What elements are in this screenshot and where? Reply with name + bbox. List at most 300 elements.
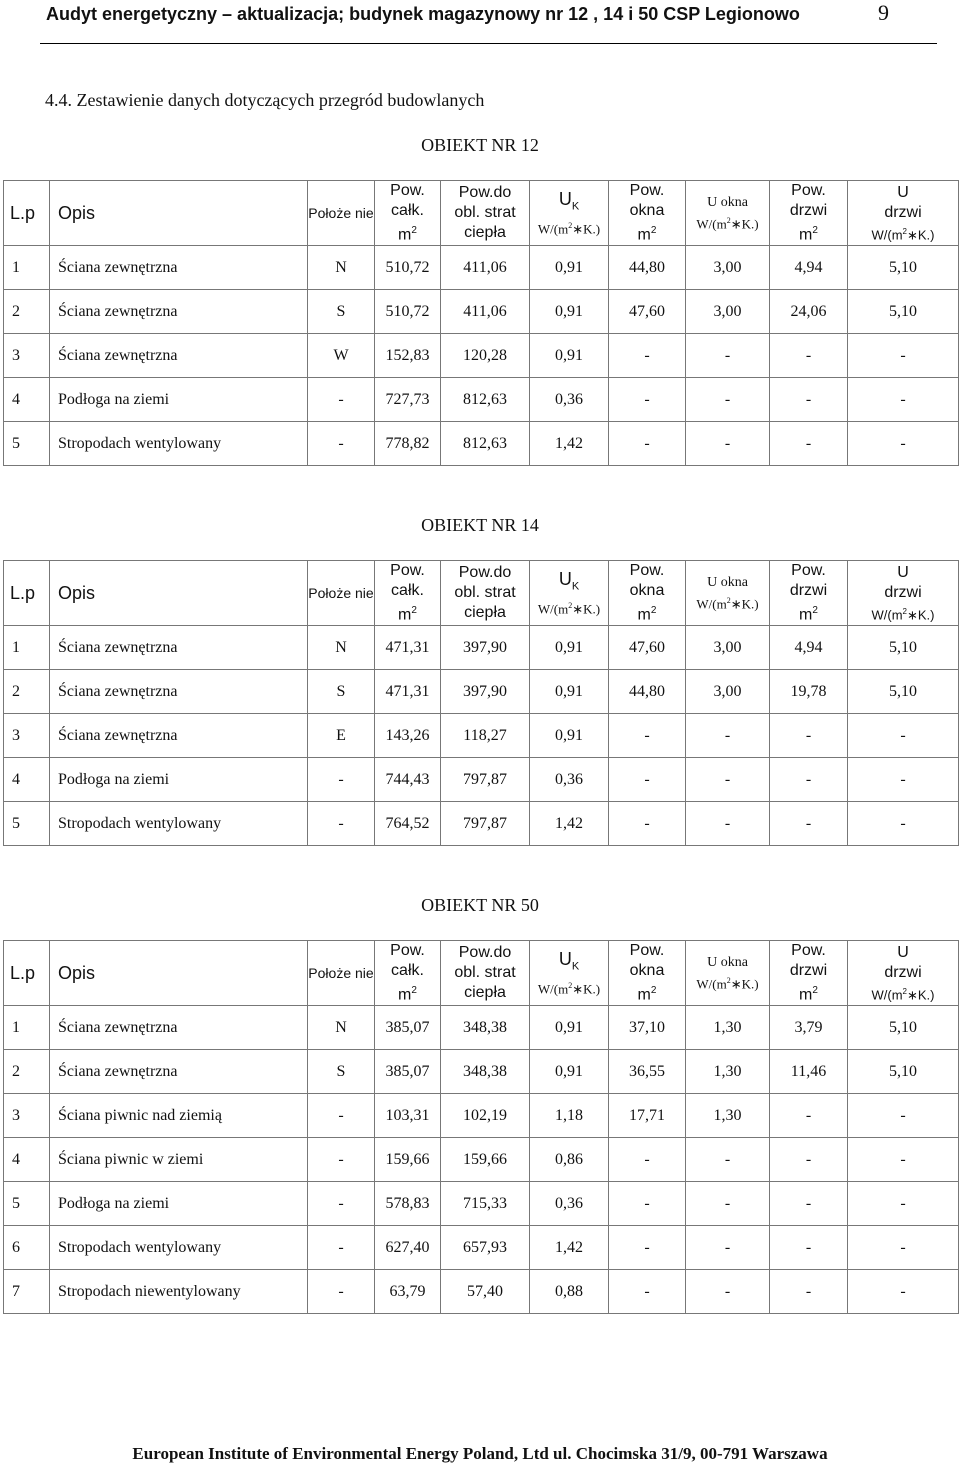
cell-uk: 0,36 <box>530 758 609 802</box>
cell-opis: Stropodach wentylowany <box>50 422 308 466</box>
pow-drzwi-m2-label: m <box>799 226 813 244</box>
table-header-row <box>4 181 959 246</box>
cell-lp: 4 <box>4 378 50 422</box>
col-header-pow-okna <box>609 181 686 246</box>
cell-pow-okna: - <box>609 334 686 378</box>
cell-u-okna: - <box>686 422 770 466</box>
pow-okna-m2-label: m <box>637 986 651 1004</box>
cell-polozenie: - <box>308 1270 375 1314</box>
u-okna-unit-part-a: W/(m <box>696 595 727 611</box>
uk-unit-exponent: 2 <box>568 221 573 231</box>
cell-pow-obl: 411,06 <box>441 290 530 334</box>
col-header-opis: Opis <box>50 561 308 626</box>
table-row <box>4 378 959 422</box>
pow-okna-line-2: okna <box>629 962 665 979</box>
cell-pow-drzwi: - <box>770 378 848 422</box>
u-drzwi-unit <box>848 603 958 624</box>
col-header-pow-do-obl <box>441 561 530 626</box>
u-drzwi-line-2: drzwi <box>884 963 922 981</box>
cell-pow-obl: 657,93 <box>441 1226 530 1270</box>
pow-drzwi-m2-exponent: 2 <box>812 225 818 236</box>
cell-pow-drzwi: 4,94 <box>770 626 848 670</box>
cell-opis: Podłoga na ziemi <box>50 1182 308 1226</box>
document-title: Audyt energetyczny – aktualizacja; budynek magazynowy nr 12 , 14 i 50 CSP Legionowo <box>46 4 800 24</box>
cell-u-okna: - <box>686 802 770 846</box>
cell-u-drzwi: 5,10 <box>848 246 959 290</box>
u-okna-unit-exponent: 2 <box>726 975 731 985</box>
cell-uk: 0,91 <box>530 290 609 334</box>
cell-pow-okna: - <box>609 1226 686 1270</box>
pow-calk-m2-exponent: 2 <box>411 605 417 616</box>
table-row <box>4 246 959 290</box>
uk-unit-part-a: W/(m <box>537 601 569 617</box>
col-header-pow-okna <box>609 941 686 1006</box>
col-header-polozenie: Położe nie <box>308 181 375 246</box>
pow-okna-line-2: okna <box>629 202 665 219</box>
pow-calk-unit-m2 <box>375 981 440 1005</box>
table-row <box>4 1050 959 1094</box>
cell-pow-calk: 510,72 <box>375 246 441 290</box>
cell-u-drzwi: - <box>848 1094 959 1138</box>
cell-uk: 0,88 <box>530 1270 609 1314</box>
cell-lp: 1 <box>4 246 50 290</box>
cell-lp: 5 <box>4 422 50 466</box>
u-okna-unit-exponent: 2 <box>726 215 731 225</box>
u-okna-label: U okna <box>707 954 748 970</box>
cell-uk: 1,42 <box>530 422 609 466</box>
pow-drzwi-unit-m2 <box>770 601 847 625</box>
pow-drzwi-line-2: drzwi <box>789 202 828 219</box>
pow-drzwi-m2-exponent: 2 <box>812 985 818 996</box>
col-header-u-drzwi <box>848 941 959 1006</box>
cell-u-drzwi: - <box>848 1182 959 1226</box>
cell-u-drzwi: 5,10 <box>848 670 959 714</box>
cell-opis: Ściana zewnętrzna <box>50 334 308 378</box>
cell-lp: 5 <box>4 802 50 846</box>
pow-do-line-1: Pow.do <box>458 944 512 962</box>
pow-drzwi-line-2: drzwi <box>789 582 828 599</box>
cell-u-okna: - <box>686 758 770 802</box>
cell-pow-okna: - <box>609 1182 686 1226</box>
cell-opis: Ściana zewnętrzna <box>50 714 308 758</box>
col-header-lp: L.p <box>4 181 50 246</box>
cell-pow-okna: - <box>609 378 686 422</box>
cell-pow-obl: 397,90 <box>441 626 530 670</box>
u-okna-unit-part-b: ∗K.) <box>730 975 759 991</box>
cell-pow-drzwi: - <box>770 802 848 846</box>
col-header-u-okna <box>686 941 770 1006</box>
pow-drzwi-line-1: Pow. <box>791 942 826 959</box>
cell-pow-drzwi: 19,78 <box>770 670 848 714</box>
cell-pow-obl: 812,63 <box>441 378 530 422</box>
col-header-pow-drzwi <box>770 181 848 246</box>
building-partitions-table <box>3 560 959 846</box>
cell-pow-okna: - <box>609 758 686 802</box>
u-drzwi-unit-exponent: 2 <box>902 226 907 236</box>
uk-subscript: K <box>571 960 580 973</box>
u-drzwi-line-2: drzwi <box>884 203 922 221</box>
cell-pow-drzwi: - <box>770 334 848 378</box>
uk-symbol <box>530 568 608 598</box>
pow-do-line-1: Pow.do <box>458 564 512 582</box>
cell-pow-drzwi: - <box>770 1138 848 1182</box>
pow-calk-line-1: Pow. <box>390 562 425 579</box>
cell-u-drzwi: 5,10 <box>848 626 959 670</box>
cell-pow-obl: 348,38 <box>441 1050 530 1094</box>
cell-lp: 2 <box>4 1050 50 1094</box>
u-okna-label: U okna <box>707 194 748 210</box>
cell-opis: Stropodach wentylowany <box>50 1226 308 1270</box>
cell-pow-okna: - <box>609 1270 686 1314</box>
uk-unit <box>530 597 608 618</box>
u-drzwi-unit <box>848 983 958 1004</box>
cell-pow-drzwi: - <box>770 1270 848 1314</box>
pow-do-line-3: ciepła <box>464 224 506 242</box>
table-row <box>4 626 959 670</box>
cell-opis: Podłoga na ziemi <box>50 378 308 422</box>
building-partitions-table <box>3 940 959 1314</box>
u-drzwi-unit-exponent: 2 <box>902 986 907 996</box>
cell-opis: Ściana zewnętrzna <box>50 290 308 334</box>
cell-u-drzwi: - <box>848 422 959 466</box>
cell-u-okna: 3,00 <box>686 290 770 334</box>
cell-u-drzwi: 5,10 <box>848 1050 959 1094</box>
cell-u-drzwi: - <box>848 378 959 422</box>
cell-polozenie: - <box>308 422 375 466</box>
cell-opis: Podłoga na ziemi <box>50 758 308 802</box>
cell-u-drzwi: 5,10 <box>848 1006 959 1050</box>
table-header-row <box>4 941 959 1006</box>
cell-pow-okna: 47,60 <box>609 290 686 334</box>
cell-u-okna: 1,30 <box>686 1094 770 1138</box>
cell-pow-obl: 120,28 <box>441 334 530 378</box>
cell-polozenie: - <box>308 802 375 846</box>
cell-lp: 4 <box>4 758 50 802</box>
cell-pow-drzwi: - <box>770 714 848 758</box>
col-header-pow-okna <box>609 561 686 626</box>
header-divider <box>40 43 937 44</box>
pow-drzwi-line-2: drzwi <box>789 962 828 979</box>
u-drzwi-line-1: U <box>897 943 909 961</box>
cell-pow-drzwi: 11,46 <box>770 1050 848 1094</box>
uk-unit-exponent: 2 <box>568 981 573 991</box>
cell-u-okna: - <box>686 714 770 758</box>
cell-pow-calk: 385,07 <box>375 1050 441 1094</box>
u-okna-unit-part-b: ∗K.) <box>730 215 759 231</box>
cell-opis: Ściana piwnic w ziemi <box>50 1138 308 1182</box>
cell-pow-calk: 103,31 <box>375 1094 441 1138</box>
cell-polozenie: - <box>308 378 375 422</box>
cell-pow-obl: 797,87 <box>441 802 530 846</box>
cell-pow-obl: 118,27 <box>441 714 530 758</box>
object-title: OBIEKT NR 12 <box>421 135 539 155</box>
cell-uk: 0,91 <box>530 714 609 758</box>
cell-polozenie: N <box>308 1006 375 1050</box>
cell-uk: 1,42 <box>530 1226 609 1270</box>
page-footer: European Institute of Environmental Energy Poland, Ltd ul. Chocimska 31/9, 00-791 Warszawa <box>132 1444 828 1463</box>
cell-lp: 3 <box>4 714 50 758</box>
cell-pow-calk: 764,52 <box>375 802 441 846</box>
pow-calk-m2-label: m <box>398 986 412 1004</box>
pow-calk-m2-exponent: 2 <box>411 985 417 996</box>
col-header-lp: L.p <box>4 941 50 1006</box>
pow-okna-line-2: okna <box>629 582 665 599</box>
cell-opis: Ściana zewnętrzna <box>50 1050 308 1094</box>
cell-polozenie: - <box>308 1182 375 1226</box>
cell-uk: 0,91 <box>530 626 609 670</box>
cell-pow-obl: 797,87 <box>441 758 530 802</box>
cell-pow-okna: 44,80 <box>609 670 686 714</box>
u-okna-label: U okna <box>707 574 748 590</box>
cell-u-okna: - <box>686 1270 770 1314</box>
pow-do-line-2: obl. strat <box>454 964 516 982</box>
pow-okna-m2-exponent: 2 <box>650 985 657 996</box>
cell-pow-obl: 397,90 <box>441 670 530 714</box>
u-okna-unit <box>686 592 769 613</box>
cell-uk: 0,36 <box>530 1182 609 1226</box>
u-drzwi-unit-part-b: ∗K.) <box>906 986 935 1002</box>
cell-lp: 2 <box>4 670 50 714</box>
cell-pow-obl: 159,66 <box>441 1138 530 1182</box>
cell-lp: 3 <box>4 1094 50 1138</box>
cell-polozenie: S <box>308 290 375 334</box>
pow-okna-unit-m2 <box>609 221 685 245</box>
u-okna-unit-part-b: ∗K.) <box>730 595 759 611</box>
table-row <box>4 670 959 714</box>
cell-pow-calk: 471,31 <box>375 626 441 670</box>
uk-symbol <box>530 188 608 218</box>
building-partitions-table <box>3 180 959 466</box>
uk-unit-part-b: ∗K.) <box>572 981 601 997</box>
u-drzwi-line-2: drzwi <box>884 583 922 601</box>
uk-letter: U <box>558 948 572 969</box>
page-number: 9 <box>878 0 889 25</box>
cell-u-okna: 1,30 <box>686 1050 770 1094</box>
cell-pow-drzwi: 3,79 <box>770 1006 848 1050</box>
cell-u-drzwi: - <box>848 334 959 378</box>
u-drzwi-line-1: U <box>897 183 909 201</box>
cell-pow-obl: 411,06 <box>441 246 530 290</box>
cell-polozenie: N <box>308 626 375 670</box>
table-row <box>4 758 959 802</box>
col-header-pow-drzwi <box>770 941 848 1006</box>
object-title: OBIEKT NR 14 <box>421 515 539 535</box>
cell-u-drzwi: - <box>848 1226 959 1270</box>
pow-drzwi-m2-label: m <box>799 606 813 624</box>
cell-lp: 1 <box>4 1006 50 1050</box>
cell-uk: 0,91 <box>530 670 609 714</box>
cell-opis: Ściana zewnętrzna <box>50 626 308 670</box>
cell-u-drzwi: - <box>848 802 959 846</box>
pow-calk-m2-label: m <box>398 226 412 244</box>
cell-u-okna: - <box>686 1182 770 1226</box>
cell-pow-calk: 778,82 <box>375 422 441 466</box>
pow-okna-line-1: Pow. <box>629 182 665 199</box>
cell-pow-calk: 727,73 <box>375 378 441 422</box>
table-row <box>4 1094 959 1138</box>
table-row <box>4 1182 959 1226</box>
pow-okna-m2-label: m <box>637 606 651 624</box>
cell-u-okna: - <box>686 1226 770 1270</box>
cell-opis: Ściana zewnętrzna <box>50 1006 308 1050</box>
cell-pow-calk: 578,83 <box>375 1182 441 1226</box>
cell-pow-okna: - <box>609 1138 686 1182</box>
cell-opis: Stropodach wentylowany <box>50 802 308 846</box>
col-header-uk <box>530 181 609 246</box>
cell-pow-calk: 143,26 <box>375 714 441 758</box>
col-header-polozenie: Położe nie <box>308 941 375 1006</box>
cell-pow-drzwi: 24,06 <box>770 290 848 334</box>
cell-u-okna: 1,30 <box>686 1006 770 1050</box>
pow-okna-m2-exponent: 2 <box>650 225 657 236</box>
cell-pow-drzwi: - <box>770 1094 848 1138</box>
pow-calk-unit-m2 <box>375 221 440 245</box>
pow-do-line-2: obl. strat <box>454 584 516 602</box>
cell-pow-obl: 57,40 <box>441 1270 530 1314</box>
cell-pow-okna: 47,60 <box>609 626 686 670</box>
cell-lp: 1 <box>4 626 50 670</box>
pow-calk-line-1: Pow. <box>390 182 425 199</box>
cell-polozenie: S <box>308 670 375 714</box>
col-header-polozenie: Położe nie <box>308 561 375 626</box>
u-okna-unit <box>686 212 769 233</box>
cell-pow-obl: 348,38 <box>441 1006 530 1050</box>
cell-polozenie: E <box>308 714 375 758</box>
cell-opis: Ściana piwnic nad ziemią <box>50 1094 308 1138</box>
uk-letter: U <box>558 568 572 589</box>
table-row <box>4 1006 959 1050</box>
cell-pow-okna: 37,10 <box>609 1006 686 1050</box>
cell-polozenie: - <box>308 1138 375 1182</box>
uk-unit <box>530 217 608 238</box>
u-drzwi-unit <box>848 223 958 244</box>
col-header-u-okna <box>686 561 770 626</box>
cell-lp: 2 <box>4 290 50 334</box>
u-drzwi-unit-exponent: 2 <box>902 606 907 616</box>
col-header-pow-drzwi <box>770 561 848 626</box>
cell-uk: 1,18 <box>530 1094 609 1138</box>
pow-do-line-3: ciepła <box>464 604 506 622</box>
cell-pow-calk: 159,66 <box>375 1138 441 1182</box>
cell-pow-drzwi: - <box>770 422 848 466</box>
col-header-opis: Opis <box>50 941 308 1006</box>
cell-pow-okna: - <box>609 714 686 758</box>
uk-unit-part-b: ∗K.) <box>572 221 601 237</box>
cell-pow-okna: - <box>609 802 686 846</box>
cell-polozenie: - <box>308 758 375 802</box>
cell-polozenie: N <box>308 246 375 290</box>
table-row <box>4 1226 959 1270</box>
cell-polozenie: - <box>308 1226 375 1270</box>
uk-unit <box>530 977 608 998</box>
cell-pow-drzwi: 4,94 <box>770 246 848 290</box>
cell-lp: 7 <box>4 1270 50 1314</box>
table-header-row <box>4 561 959 626</box>
pow-okna-m2-exponent: 2 <box>650 605 657 616</box>
cell-pow-obl: 102,19 <box>441 1094 530 1138</box>
cell-pow-okna: 36,55 <box>609 1050 686 1094</box>
uk-subscript: K <box>571 580 580 593</box>
cell-pow-okna: 44,80 <box>609 246 686 290</box>
cell-lp: 4 <box>4 1138 50 1182</box>
col-header-u-drzwi <box>848 181 959 246</box>
uk-unit-exponent: 2 <box>568 601 573 611</box>
cell-u-drzwi: - <box>848 1138 959 1182</box>
pow-calk-line-2: całk. <box>391 202 424 219</box>
pow-drzwi-unit-m2 <box>770 221 847 245</box>
cell-uk: 0,91 <box>530 334 609 378</box>
pow-do-line-3: ciepła <box>464 984 506 1002</box>
col-header-pow-do-obl <box>441 941 530 1006</box>
cell-u-drzwi: 5,10 <box>848 290 959 334</box>
uk-unit-part-a: W/(m <box>537 221 569 237</box>
u-drzwi-unit-part-a: W/(m <box>871 986 903 1002</box>
uk-symbol <box>530 948 608 978</box>
table-row <box>4 334 959 378</box>
pow-drzwi-unit-m2 <box>770 981 847 1005</box>
pow-okna-unit-m2 <box>609 981 685 1005</box>
cell-pow-calk: 627,40 <box>375 1226 441 1270</box>
cell-u-drzwi: - <box>848 758 959 802</box>
cell-u-drzwi: - <box>848 714 959 758</box>
cell-u-drzwi: - <box>848 1270 959 1314</box>
cell-pow-obl: 715,33 <box>441 1182 530 1226</box>
cell-lp: 5 <box>4 1182 50 1226</box>
col-header-pow-calk <box>375 181 441 246</box>
pow-drzwi-line-1: Pow. <box>791 182 826 199</box>
cell-u-okna: 3,00 <box>686 626 770 670</box>
cell-pow-calk: 63,79 <box>375 1270 441 1314</box>
pow-okna-line-1: Pow. <box>629 942 665 959</box>
pow-okna-m2-label: m <box>637 226 651 244</box>
col-header-uk <box>530 561 609 626</box>
pow-calk-line-2: całk. <box>391 582 424 599</box>
cell-pow-okna: 17,71 <box>609 1094 686 1138</box>
col-header-pow-do-obl <box>441 181 530 246</box>
cell-opis: Ściana zewnętrzna <box>50 670 308 714</box>
u-okna-unit-part-a: W/(m <box>696 215 727 231</box>
u-drzwi-unit-part-b: ∗K.) <box>906 606 935 622</box>
cell-pow-obl: 812,63 <box>441 422 530 466</box>
col-header-opis: Opis <box>50 181 308 246</box>
table-row <box>4 1270 959 1314</box>
object-title: OBIEKT NR 50 <box>421 895 539 915</box>
cell-pow-drzwi: - <box>770 758 848 802</box>
pow-okna-line-1: Pow. <box>629 562 665 579</box>
pow-okna-unit-m2 <box>609 601 685 625</box>
cell-pow-drzwi: - <box>770 1182 848 1226</box>
table-row <box>4 422 959 466</box>
cell-pow-okna: - <box>609 422 686 466</box>
uk-unit-part-b: ∗K.) <box>572 601 601 617</box>
table-row <box>4 1138 959 1182</box>
uk-subscript: K <box>571 200 580 213</box>
pow-calk-line-1: Pow. <box>390 942 425 959</box>
cell-opis: Ściana zewnętrzna <box>50 246 308 290</box>
cell-uk: 0,91 <box>530 1006 609 1050</box>
pow-drzwi-line-1: Pow. <box>791 562 826 579</box>
u-okna-unit <box>686 972 769 993</box>
cell-u-okna: - <box>686 378 770 422</box>
col-header-pow-calk <box>375 941 441 1006</box>
cell-u-okna: - <box>686 1138 770 1182</box>
col-header-uk <box>530 941 609 1006</box>
cell-polozenie: S <box>308 1050 375 1094</box>
pow-do-line-2: obl. strat <box>454 204 516 222</box>
cell-u-okna: - <box>686 334 770 378</box>
col-header-u-okna <box>686 181 770 246</box>
cell-lp: 3 <box>4 334 50 378</box>
